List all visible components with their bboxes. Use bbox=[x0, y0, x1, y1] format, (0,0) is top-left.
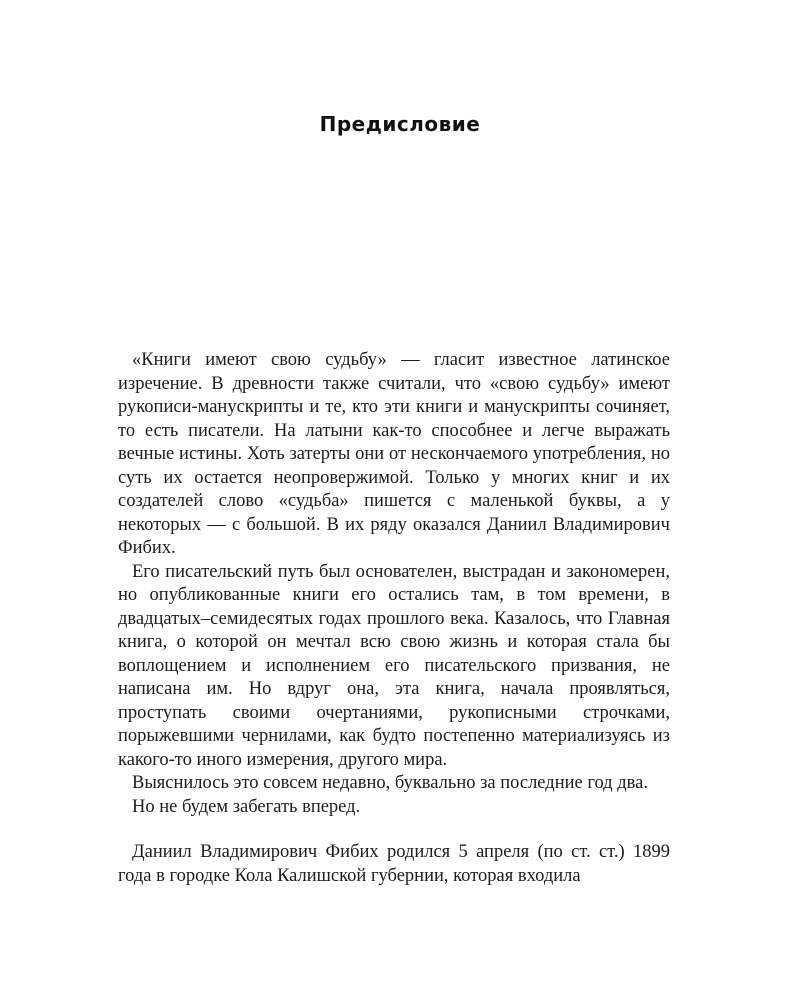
paragraph: «Книги имеют свою судьбу» — гласит известное латинское изречение. В древности также считали, что «свою судьбу» имеют рукописи-манускрипты и те, кто эти книги и манускрипты сочиняет, то есть писатели. На латыни как-то способнее и легче выражать вечные истины. Хоть затерты они от нескончаемого употребления, но суть их остается неопровержимой. Только у многих книг и их создателей слово «судьба» пишется с маленькой буквы, а у некоторых — с большой. В их ряду оказался Даниил Владимирович Фибих. bbox=[118, 350, 670, 558]
paragraph: Но не будем забегать вперед. bbox=[132, 796, 361, 817]
paragraph: Даниил Владимирович Фибих родился 5 апреля (по ст. ст.) 1899 года в городке Кола Калишской губернии, которая входила bbox=[118, 842, 670, 886]
paragraph: Выяснилось это совсем недавно, буквально за последние год два. bbox=[132, 773, 648, 793]
text-block-biography bbox=[118, 841, 670, 888]
page-title: Предисловие bbox=[319, 112, 481, 136]
text-block-main bbox=[118, 349, 670, 819]
paragraph: Его писательский путь был основателен, выстрадан и закономерен, но опубликованные книги его остались там, в том времени, в двадцатых–семидесятых годах прошлого века. Казалось, что Главная книга, о которой он мечтал всю свою жизнь и которая стала бы воплощением и исполнением его писательского призвания, не написана им. Но вдруг она, эта книга, начала проявляться, проступать своими очертаниями, рукописными строчками, порыжевшими чернилами, как будто постепенно материализуясь из какого-то иного измерения, другого мира. bbox=[118, 561, 670, 770]
